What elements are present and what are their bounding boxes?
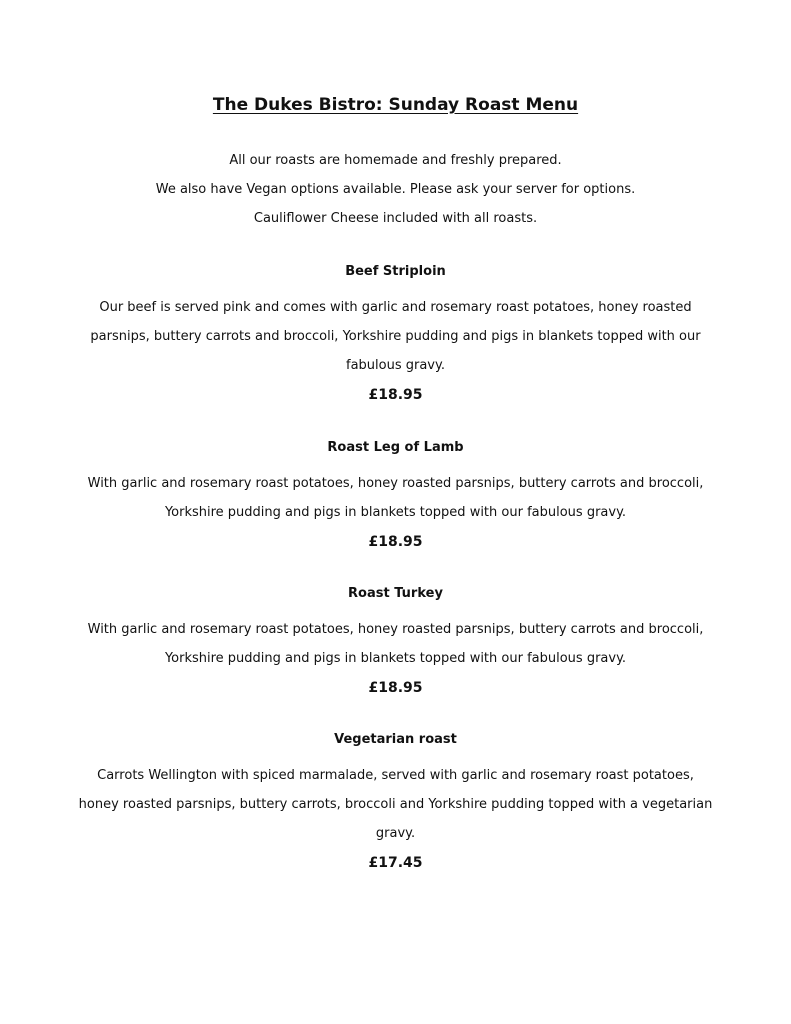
menu-item-name: Roast Turkey (348, 586, 443, 601)
menu-item-price: £18.95 (368, 534, 423, 550)
menu-item-name: Roast Leg of Lamb (327, 440, 464, 455)
menu-item-name: Beef Striploin (345, 264, 446, 279)
intro-line: All our roasts are homemade and freshly prepared. (229, 153, 562, 168)
menu-item-price: £17.45 (368, 855, 423, 871)
menu-item-name: Vegetarian roast (334, 732, 457, 747)
menu-item-roast-leg-of-lamb (0, 438, 791, 553)
menu-item-description: With garlic and rosemary roast potatoes, honey roasted parsnips, buttery carrots and broccoli, Yorkshire pudding and pigs in blankets topped with our fabulous gravy. (87, 476, 704, 520)
menu-item-description: Carrots Wellington with spiced marmalade, served with garlic and rosemary roast potatoes, honey roasted parsnips, buttery carrots, broccoli and Yorkshire pudding topped with a vegetarian gravy. (78, 768, 713, 841)
menu-item-roast-turkey (0, 584, 791, 699)
menu-item-description: With garlic and rosemary roast potatoes, honey roasted parsnips, buttery carrots and broccoli, Yorkshire pudding and pigs in blankets topped with our fabulous gravy. (87, 622, 704, 666)
menu-item-beef-striploin (0, 262, 791, 406)
page-title: The Dukes Bistro: Sunday Roast Menu (212, 95, 579, 115)
menu-item-price: £18.95 (368, 387, 423, 403)
menu-item-vegetarian-roast (0, 730, 791, 874)
intro-notes (0, 146, 791, 233)
intro-line: We also have Vegan options available. Please ask your server for options. (155, 182, 636, 197)
menu-item-description: Our beef is served pink and comes with garlic and rosemary roast potatoes, honey roasted parsnips, buttery carrots and broccoli, Yorkshire pudding and pigs in blankets topped with our fabulous gravy. (90, 300, 701, 373)
menu-item-price: £18.95 (368, 680, 423, 696)
intro-line: Cauliflower Cheese included with all roasts. (253, 211, 538, 226)
